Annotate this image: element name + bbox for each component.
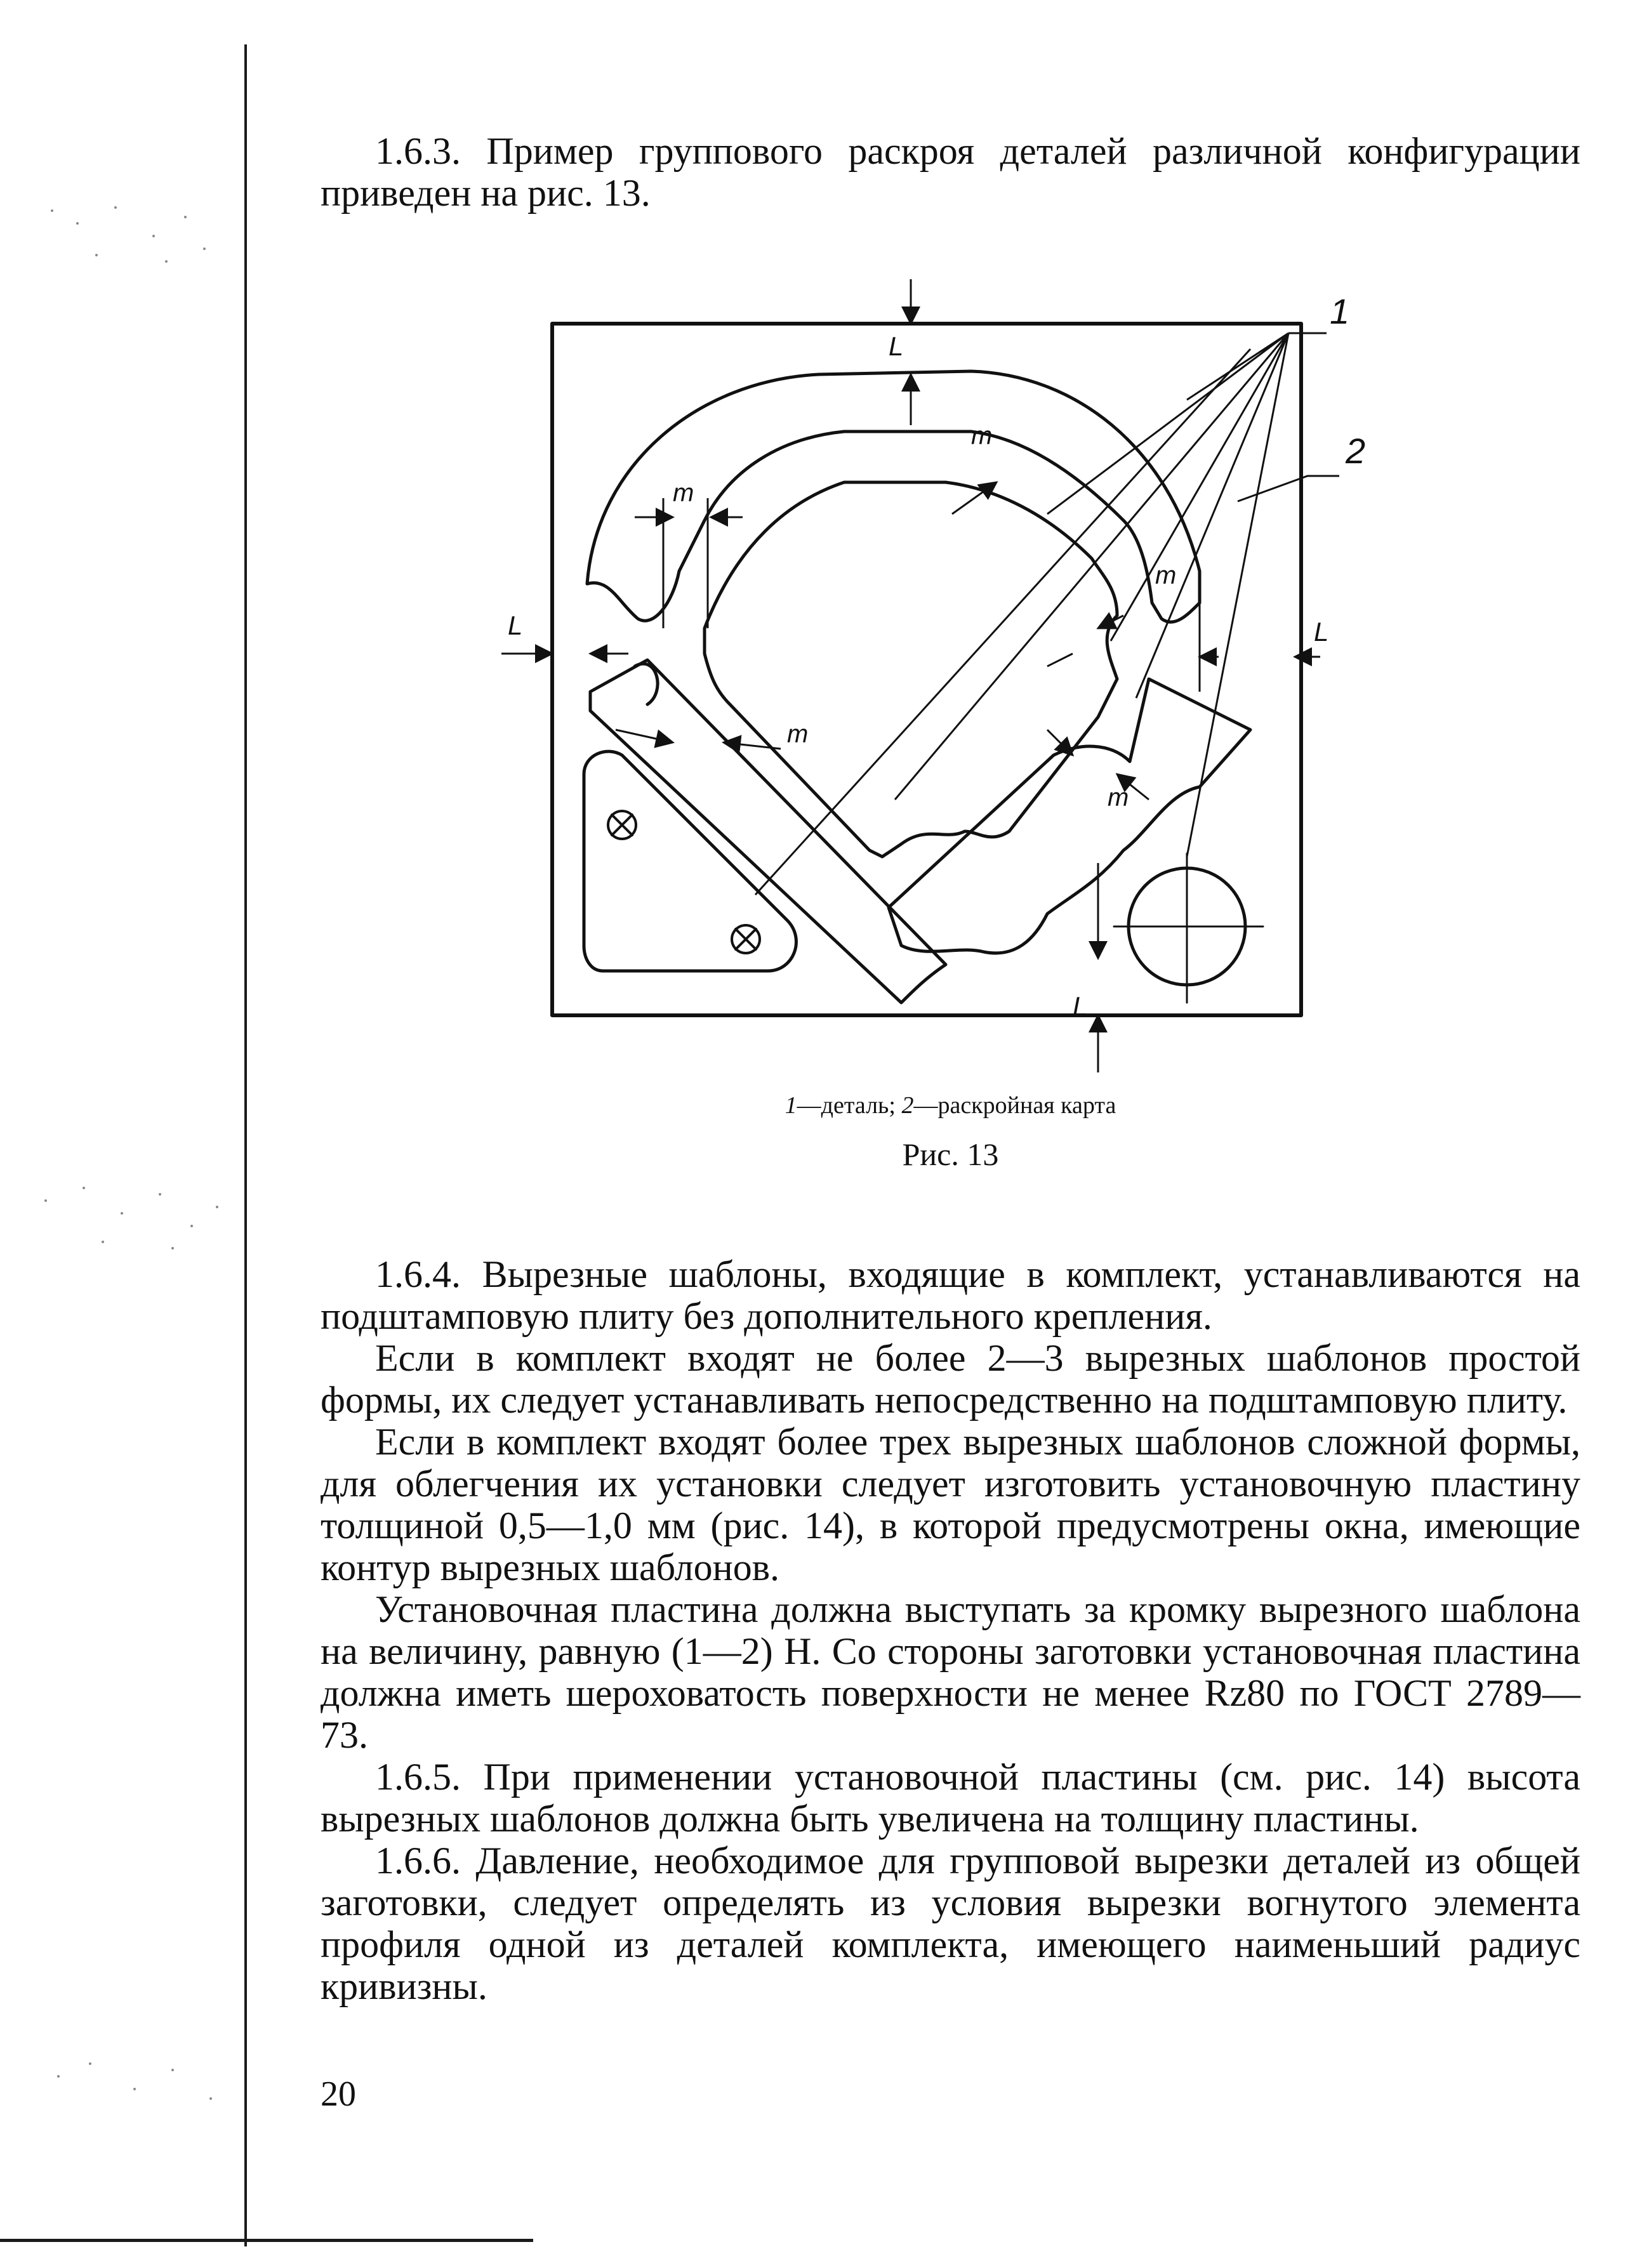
caption-item-1-text: —деталь; <box>797 1092 902 1119</box>
caption-item-2-text: —раскройная карта <box>913 1092 1116 1119</box>
scan-specks <box>38 2050 228 2126</box>
lower-plate-outline <box>889 679 1250 953</box>
label-gap-m: m <box>1108 784 1129 812</box>
triangle-part-outline <box>584 751 796 971</box>
paragraph-1-6-4: 1.6.4. Вырезные шаблоны, входящие в комплект, устанавливаются на подштамповую плиту без дополнительного крепления. <box>321 1253 1580 1337</box>
figure-caption <box>321 1091 1580 1119</box>
scan-specks <box>38 1180 228 1256</box>
label-cutting-map: 2 <box>1346 431 1366 471</box>
body-text <box>321 1253 1580 2007</box>
cutting-layout-figure <box>489 273 1568 1072</box>
paragraph-1-6-6: 1.6.6. Давление, необходимое для групповой вырезки деталей из общей заготовки, следует определять из условия вырезки вогнутого элемента профиля одной из деталей комплекта, имеющего наименьший радиус кривизны. <box>321 1840 1580 2007</box>
label-gap-m: m <box>971 422 993 450</box>
paragraph-complex-form: Если в комплект входят более трех вырезных шаблонов сложной формы, для облегчения их установки следует изготовить установочную пластину толщиной 0,5—1,0 мм (рис. 14), в которой предусмотрены окна, имеющие контур вырезных шаблонов. <box>321 1421 1580 1588</box>
binding-rule <box>244 44 247 2246</box>
label-gap-m: m <box>1155 562 1177 590</box>
paragraph-simple-form: Если в комплект входят не более 2—3 вырезных шаблонов простой формы, их следует устанавливать непосредственно на подштамповую плиту. <box>321 1337 1580 1421</box>
label-gap-m: m <box>787 720 809 748</box>
paragraph-mounting-plate: Установочная пластина должна выступать за кромку вырезного шаблона на величину, равную (1—2) H. Со стороны заготовки установочная пластина должна иметь шероховатость поверхности не менее Rz80 по ГОСТ 2789—73. <box>321 1588 1580 1756</box>
paragraph-1-6-5: 1.6.5. При применении установочной пластины (см. рис. 14) высота вырезных шаблонов должна быть увеличена на толщину пластины. <box>321 1756 1580 1840</box>
bottom-rule <box>0 2239 533 2242</box>
label-gap-bottom: L <box>1073 991 1088 1021</box>
label-gap-right: L <box>1314 617 1329 647</box>
caption-item-1-number: 1 <box>785 1092 797 1119</box>
figure-number: Рис. 13 <box>902 1137 999 1172</box>
caption-item-2-number: 2 <box>901 1092 914 1119</box>
blank-sheet-outline <box>552 324 1301 1015</box>
paragraph-1-6-3: 1.6.3. Пример группового раскроя деталей различной конфигурации приведен на рис. 13. <box>321 130 1580 214</box>
diagonal-strip-outline <box>590 660 946 1003</box>
scan-specks <box>38 197 228 273</box>
page-number: 20 <box>321 2074 356 2114</box>
label-part: 1 <box>1330 291 1350 331</box>
label-gap-top: L <box>889 331 904 361</box>
intro-text <box>321 130 1580 214</box>
frame-part-outline <box>705 482 1117 857</box>
label-gap-m: m <box>673 479 694 507</box>
label-gap-left: L <box>508 610 523 640</box>
